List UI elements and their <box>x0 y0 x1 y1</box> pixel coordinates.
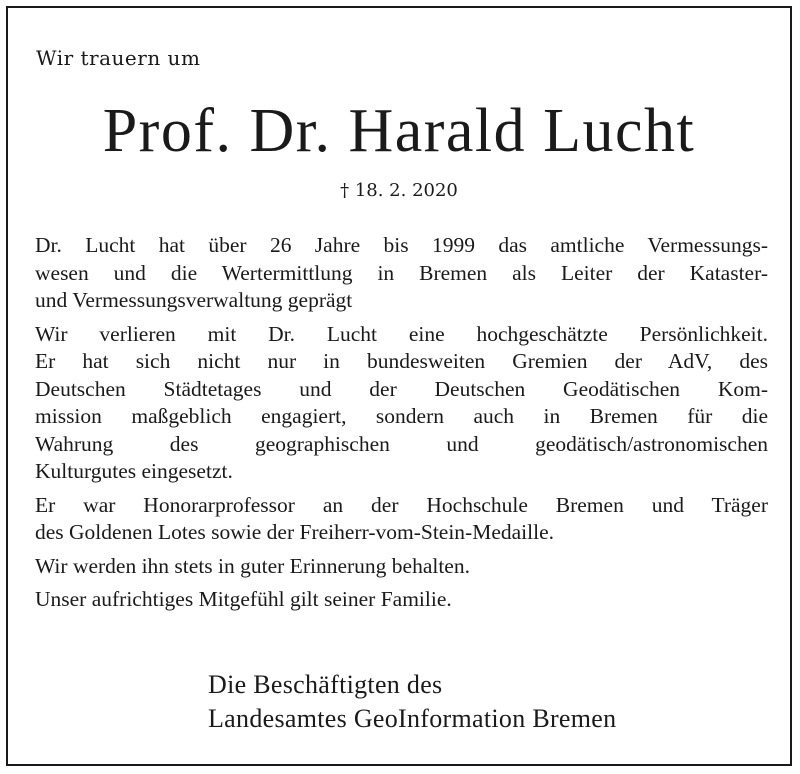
body-line: Unser aufrichtiges Mitgefühl gilt seiner Familie. <box>35 587 452 611</box>
body-line: des Goldenen Lotes sowie der Freiherr-vom-Stein-Medaille. <box>35 520 555 544</box>
paragraph-career <box>35 232 768 315</box>
signature-line: Landesamtes GeoInformation Bremen <box>208 704 617 733</box>
death-date: † 18. 2. 2020 <box>340 180 458 201</box>
paragraph-engagement <box>35 321 768 486</box>
obituary-body <box>35 232 768 620</box>
deceased-name: Prof. Dr. Harald Lucht <box>102 97 696 165</box>
body-line: Wir werden ihn stets in guter Erinnerung behalten. <box>35 553 470 578</box>
obituary-notice <box>6 6 792 766</box>
body-line: Wahrung des geographischen und geodätisch/astronomischen <box>35 431 768 456</box>
body-line: wesen und die Wertermittlung in Bremen als Leiter der Kataster- <box>35 260 768 285</box>
body-line: Deutschen Städtetages und der Deutschen Geodätischen Kom- <box>35 376 768 401</box>
body-line: Er hat sich nicht nur in bundesweiten Gremien der AdV, des <box>35 349 768 373</box>
paragraph-condolence <box>35 586 768 614</box>
body-line: Dr. Lucht hat über 26 Jahre bis 1999 das amtliche Vermessungs- <box>35 233 768 257</box>
signature-line: Die Beschäftigten des <box>208 670 443 699</box>
body-line: mission maßgeblich engagiert, sondern auch in Bremen für die <box>35 404 768 428</box>
body-line: Er war Honorarprofessor an der Hochschule Bremen und Träger <box>35 492 768 517</box>
body-line: Wir verlieren mit Dr. Lucht eine hochgeschätzte Persönlichkeit. <box>35 321 768 346</box>
paragraph-honors <box>35 492 768 547</box>
body-line: Kulturgutes eingesetzt. <box>35 459 233 483</box>
signature-block <box>208 668 616 736</box>
intro-text: Wir trauern um <box>36 46 201 70</box>
body-line: und Vermessungsverwaltung geprägt <box>35 288 353 312</box>
paragraph-remembrance <box>35 553 768 581</box>
